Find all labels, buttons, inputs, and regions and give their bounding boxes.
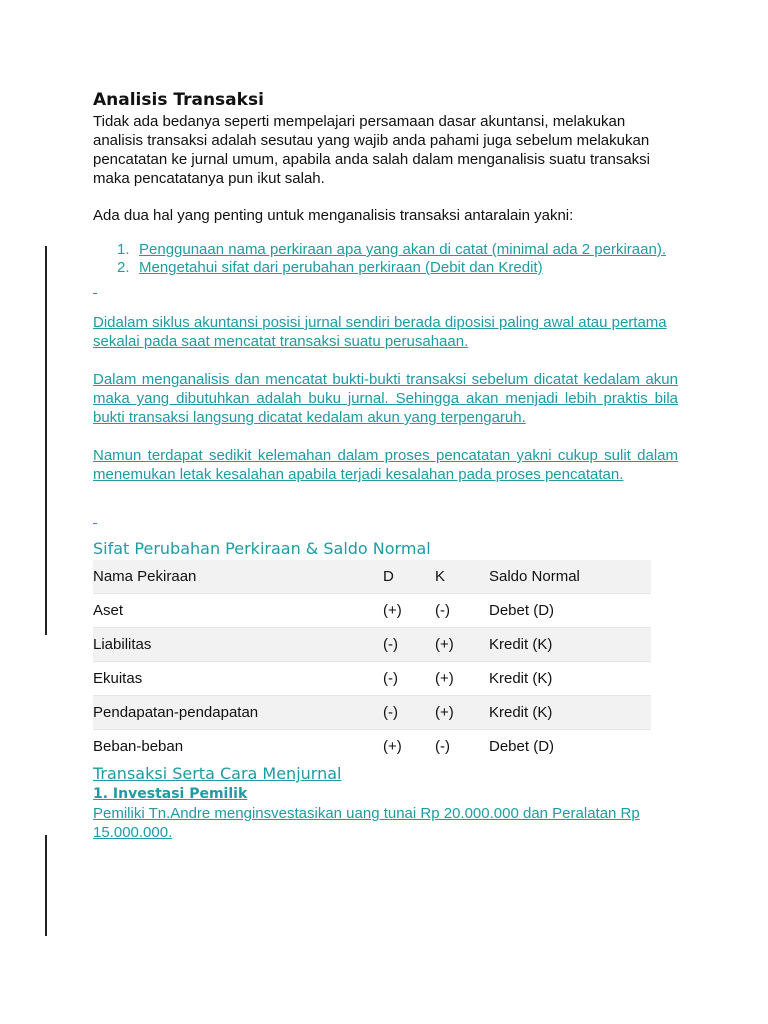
table-cell: Ekuitas — [93, 670, 143, 687]
change-bar-bottom — [45, 835, 47, 936]
section-heading-sifat: Sifat Perubahan Perkiraan & Saldo Normal — [93, 539, 431, 558]
table-cell: Kredit (K) — [489, 628, 651, 662]
table-header-row — [93, 560, 651, 594]
intro-paragraph-2: Ada dua hal yang penting untuk menganalisis transaksi antaralain yakni: — [93, 207, 574, 224]
table-header-cell: Nama Pekiraan — [93, 560, 383, 594]
table-cell: Kredit (K) — [489, 670, 553, 687]
paragraph-kelemahan[interactable]: Namun terdapat sedikit kelemahan dalam proses pencatatan yakni cukup sulit dalam menemukan letak kesalahan apabila terjadi kesalahan pada proses pencatatan. — [93, 447, 678, 483]
intro-paragraph: Tidak ada bedanya seperti mempelajari persamaan dasar akuntansi, melakukan analisis transaksi adalah sesutau yang wajib anda pahami juga sebelum melakukan pencatatan ke jurnal umum, apabila anda salah dalam menganalisis suatu transaksi maka pencatatanya pun ikut salah. — [93, 113, 650, 187]
table-cell: (-) — [435, 738, 450, 755]
table-header-cell: Saldo Normal — [489, 560, 651, 594]
list-item-text: Penggunaan nama perkiraan apa yang akan di catat (minimal ada 2 perkiraan). — [139, 241, 666, 258]
table-cell: Debet (D) — [489, 602, 555, 619]
table-cell: Kredit (K) — [489, 696, 651, 730]
section-heading-transaksi[interactable]: Transaksi Serta Cara Menjurnal — [93, 764, 342, 783]
table-row — [93, 628, 651, 662]
table-cell: Pendapatan-pendapatan — [93, 696, 383, 730]
spacer — [93, 188, 678, 206]
page-title: Analisis Transaksi — [93, 90, 264, 110]
key-points-list — [93, 241, 678, 277]
table-cell: (+) — [383, 738, 402, 755]
table-cell: (-) — [435, 602, 450, 619]
table-cell: (+) — [435, 670, 454, 687]
paragraph-menganalisis[interactable]: Dalam menganalisis dan mencatat bukti-bukti transaksi sebelum dicatat kedalam akun maka yang dibutuhkan adalah buku jurnal. Sehingga akan menjadi lebih praktis bila bukti transaksi langsung dicatat kedalam akun yang terpengaruh. — [93, 371, 678, 426]
table-row — [93, 662, 651, 696]
table-cell: (+) — [383, 602, 402, 619]
table-cell: (-) — [383, 696, 435, 730]
list-item-number: 2. — [117, 259, 130, 276]
table-cell: Aset — [93, 602, 124, 619]
empty-link-line — [93, 279, 678, 297]
list-item[interactable] — [117, 259, 678, 277]
table-row — [93, 730, 651, 764]
saldo-normal-table — [93, 560, 651, 763]
list-item[interactable] — [117, 241, 678, 259]
empty-link-line — [93, 509, 678, 527]
document-page — [93, 88, 678, 842]
table-cell: Beban-beban — [93, 738, 184, 755]
table-header-cell: K — [435, 560, 489, 594]
change-bar-top — [45, 246, 47, 635]
list-item-text: Mengetahui sifat dari perubahan perkiraan (Debit dan Kredit) — [139, 259, 543, 276]
paragraph-siklus[interactable]: Didalam siklus akuntansi posisi jurnal sendiri berada diposisi paling awal atau pertama sekalai pada saat mencatat transaksi suatu perusahaan. — [93, 314, 667, 350]
table-cell: Debet (D) — [489, 738, 555, 755]
table-header-cell: D — [383, 560, 435, 594]
paragraph-investasi[interactable]: Pemiliki Tn.Andre menginsvestasikan uang tunai Rp 20.000.000 dan Peralatan Rp 15.000.000. — [93, 805, 640, 841]
list-item-number: 1. — [117, 241, 130, 258]
table-row — [93, 594, 651, 628]
subsection-heading-investasi[interactable]: 1. Investasi Pemilik — [93, 786, 248, 802]
table-cell: (-) — [383, 670, 398, 687]
table-row — [93, 696, 651, 730]
table-cell: Liabilitas — [93, 628, 383, 662]
table-cell: (+) — [435, 696, 489, 730]
table-cell: (+) — [435, 628, 489, 662]
table-cell: (-) — [383, 628, 435, 662]
